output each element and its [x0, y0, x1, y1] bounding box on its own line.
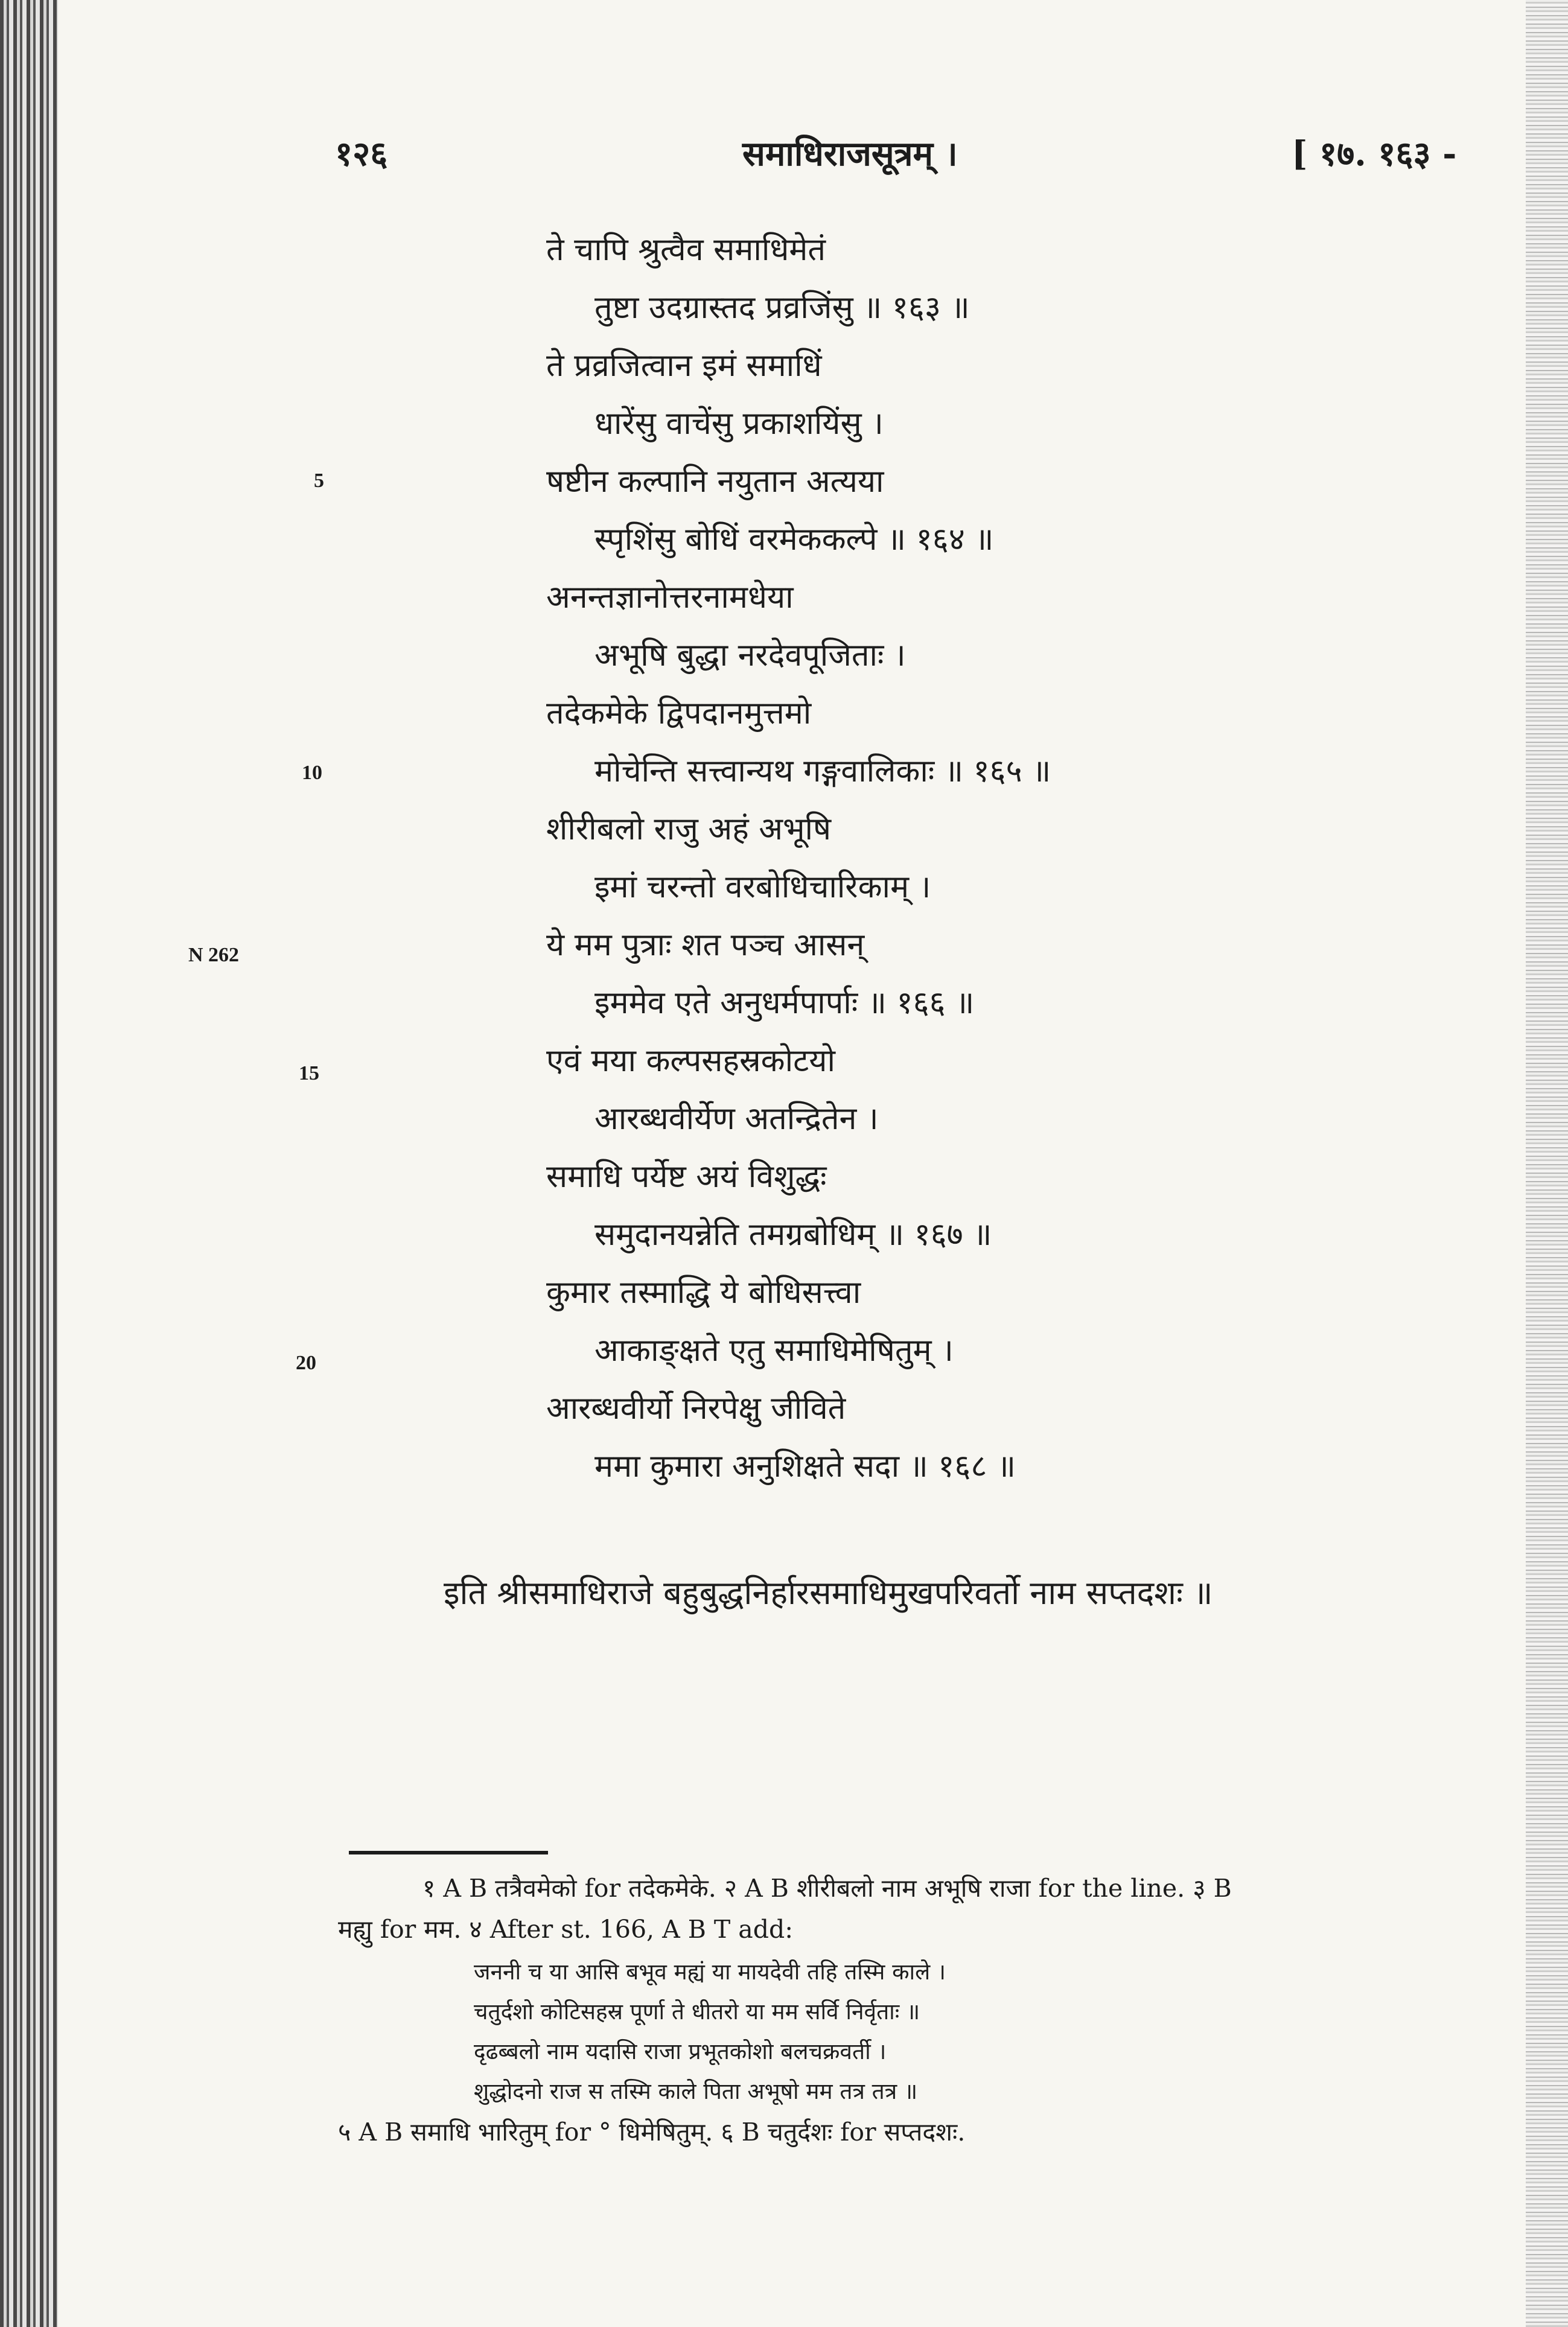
- verse-line: अभूषि बुद्धा नरदेवपूजिताः ।: [594, 637, 906, 673]
- footnote-line: मह्यु for मम. ४ After st. 166, A B T add:: [338, 1915, 794, 1944]
- verse-line: तदेकमेके द्विपदानमुत्तमो: [546, 695, 812, 731]
- verse-line: मोचेन्ति सत्त्वान्यथ गङ्गवालिकाः ॥ १६५ ॥: [594, 753, 1051, 789]
- verse-line: आरब्धवीर्यो निरपेक्षु जीविते: [546, 1390, 846, 1427]
- verse-line: षष्टीन कल्पानि नयुतान अत्यया: [546, 463, 884, 500]
- verse-line: ये मम पुत्राः शत पञ्च आसन्: [546, 927, 865, 963]
- margin-reference: N 262: [188, 944, 240, 966]
- verse-line: आरब्धवीर्येण अतन्द्रितेन ।: [594, 1101, 879, 1137]
- page-edge-shadow: [1526, 0, 1568, 2327]
- verse-line: कुमार तस्माद्धि ये बोधिसत्त्वा: [546, 1275, 861, 1311]
- verse-line: शीरीबलो राजु अहं अभूषि: [546, 811, 832, 847]
- verse-line: समाधि पर्येष्ट अयं विशुद्धः: [546, 1159, 827, 1195]
- verse-line: आकाङ्क्षते एतु समाधिमेषितुम् ।: [594, 1332, 954, 1369]
- verse-line: अनन्तज्ञानोत्तरनामधेया: [546, 579, 794, 616]
- verse-line: इमां चरन्तो वरबोधिचारिकाम् ।: [594, 869, 931, 905]
- verse-line: तुष्टा उदग्रास्तद प्रव्रजिंसु ॥ १६३ ॥: [594, 290, 970, 326]
- footnote-added-verse: चतुर्दशो कोटिसहस्र पूर्णा ते धीतरो या मम सर्वि निर्वृताः ॥: [474, 1999, 920, 2025]
- section-reference: [ १७. १६३ -: [1292, 134, 1457, 174]
- footnote-added-verse: जननी च या आसि बभूव मह्यं या मायदेवी तहि तस्मि काले ।: [474, 1959, 946, 1985]
- page-title: समाधिराजसूत्रम् ।: [742, 134, 958, 174]
- chapter-colophon: इति श्रीसमाधिराजे बहुबुद्धनिर्हारसमाधिमुखपरिवर्तो नाम सप्तदशः ॥: [444, 1574, 1213, 1612]
- line-number: 20: [296, 1352, 316, 1374]
- book-binding-edge: [0, 0, 58, 2327]
- footnote-line: १ A B तत्रैवमेको for तदेकमेके. २ A B शीरीबलो नाम अभूषि राजा for the line. ३ B: [422, 1874, 1232, 1903]
- verse-line: स्पृशिंसु बोधिं वरमेककल्पे ॥ १६४ ॥: [594, 521, 994, 558]
- footnote-added-verse: शुद्धोदनो राज स तस्मि काले पिता अभूषो मम तत्र तत्र ॥: [474, 2078, 918, 2104]
- verse-line: ते प्रव्रजित्वान इमं समाधिं: [546, 348, 822, 384]
- line-number: 5: [314, 470, 324, 492]
- verse-line: धारेंसु वाचेंसु प्रकाशयिंसु ।: [594, 406, 884, 442]
- verse-line: ममा कुमारा अनुशिक्षते सदा ॥ १६८ ॥: [594, 1448, 1016, 1485]
- verse-line: ते चापि श्रुत्वैव समाधिमेतं: [546, 232, 826, 268]
- line-number: 10: [302, 762, 322, 784]
- footnote-rule: [349, 1851, 548, 1854]
- verse-line: एवं मया कल्पसहस्रकोटयो: [546, 1043, 835, 1079]
- page-number: १२६: [335, 134, 388, 174]
- footnote-line: ५ A B समाधि भारितुम् for ° धिमेषितुम्. ६ B चतुर्दशः for सप्तदशः.: [338, 2118, 966, 2147]
- line-number: 15: [299, 1062, 319, 1084]
- verse-line: इममेव एते अनुधर्मपार्पाः ॥ १६६ ॥: [594, 985, 975, 1021]
- verse-line: समुदानयन्नेति तमग्रबोधिम् ॥ १६७ ॥: [594, 1217, 992, 1253]
- footnote-added-verse: दृढब्बलो नाम यदासि राजा प्रभूतकोशो बलचक्रवर्ती ।: [474, 2039, 887, 2064]
